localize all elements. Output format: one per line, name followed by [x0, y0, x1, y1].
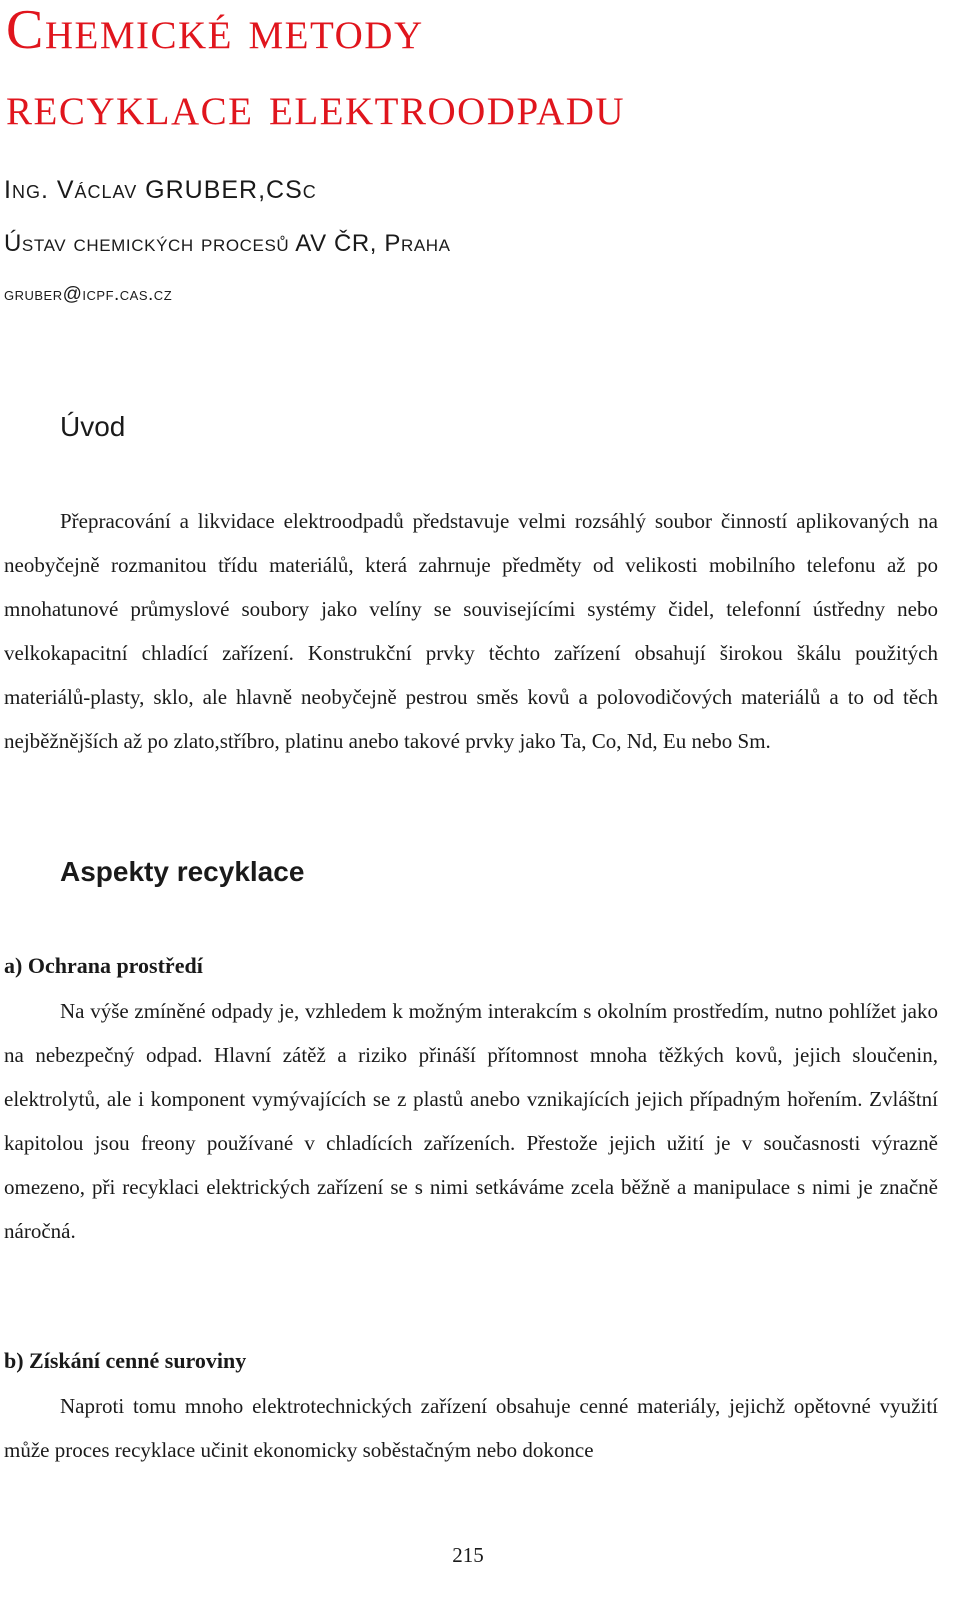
section-heading-intro: Úvod — [60, 411, 126, 442]
intro-paragraph: Přepracování a likvidace elektroodpadů představuje velmi rozsáhlý soubor činností aplikovaných na neobyčejně rozmanitou třídu materiálů, která zahrnuje předměty od velikosti mobilního telefonu až po mnohatunové průmyslové soubory jako velíny se souvisejícími systémy čidel, telefonní ústředny nebo velkokapacitní chladící zařízení. Konstrukční prvky těchto zařízení obsahují širokou škálu použitých materiálů-plasty, sklo, ale hlavně neobyčejně pestrou směs kovů a polovodičových materiálů a to od těch nejběžnějších až po zlato,stříbro, platinu anebo takové prvky jako Ta, Co, Nd, Eu nebo Sm. — [4, 509, 938, 753]
title-line-2: recyklace elektroodpadu — [6, 75, 626, 137]
title-line-1: Chemické metody — [6, 0, 424, 61]
author-name: Ing. Václav GRUBER,CSc — [4, 176, 317, 204]
author-email: gruber@icpf.cas.cz — [4, 284, 173, 305]
raw-materials-paragraph: Naproti tomu mnoho elektrotechnických zařízení obsahuje cenné materiály, jejichž opětovné využití může proces recyklace učinit ekonomicky soběstačným nebo dokonce — [4, 1394, 938, 1462]
page-number: 215 — [452, 1543, 484, 1567]
subheading-raw-materials: b) Získání cenné suroviny — [4, 1348, 247, 1373]
environment-paragraph: Na výše zmíněné odpady je, vzhledem k možným interakcím s okolním prostředím, nutno pohlížet jako na nebezpečný odpad. Hlavní zátěž a riziko přináší přítomnost mnoha těžkých kovů, jejich sloučenin, elektrolytů, ale i komponent vymývajících se z plastů anebo vznikajících jejich případným hořením. Zvláštní kapitolou jsou freony používané v chladících zařízeních. Přestože jejich užití je v současnosti výrazně omezeno, při recyklaci elektrických zařízení se s nimi setkáváme zcela běžně a manipulace s nimi je značně náročná. — [4, 999, 938, 1243]
institution: Ústav chemických procesů AV ČR, Praha — [4, 230, 451, 257]
section-heading-aspects: Aspekty recyklace — [60, 856, 305, 887]
subheading-environment: a) Ochrana prostředí — [4, 953, 203, 978]
